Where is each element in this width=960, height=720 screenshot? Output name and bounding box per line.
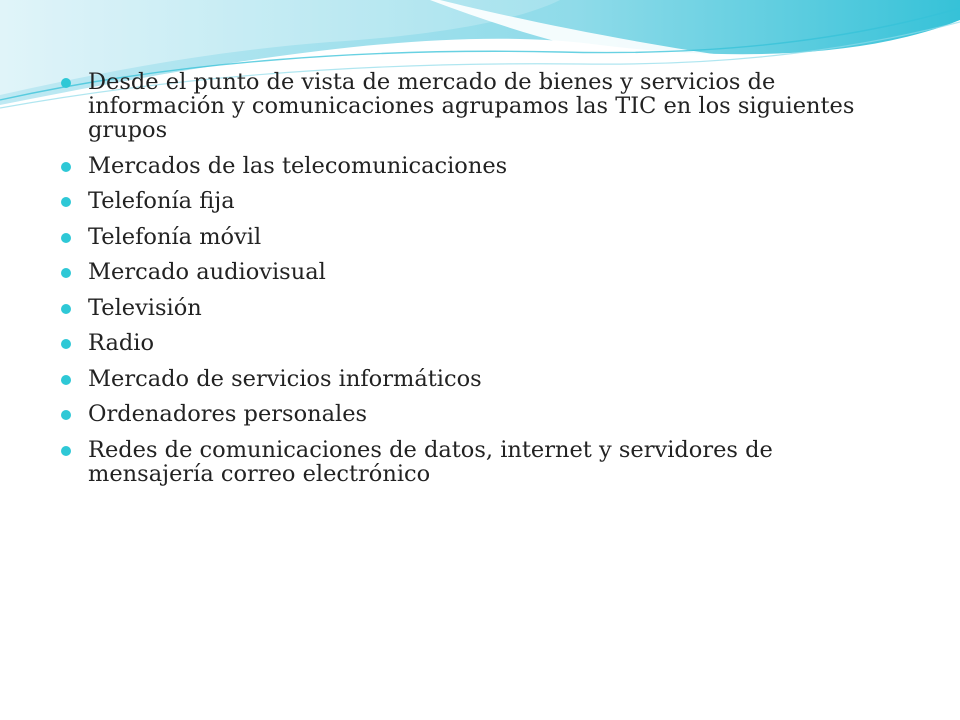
bullet-dot-icon: [61, 446, 71, 456]
bullet-item: [60, 438, 860, 486]
bullet-dot-icon: [61, 268, 71, 278]
bullet-text: Redes de comunicaciones de datos, internet y servidores de mensajería correo electrónico: [88, 436, 773, 487]
bullet-item: [60, 225, 860, 249]
bullet-item: [60, 70, 860, 142]
bullet-text: Ordenadores personales: [88, 401, 368, 427]
bullet-text: Desde el punto de vista de mercado de bienes y servicios de información y comunicaciones agrupamos las TIC en los siguientes grupos: [88, 69, 855, 143]
bullet-dot-icon: [61, 197, 71, 207]
bullet-text: Radio: [88, 330, 155, 356]
bullet-text: Televisión: [88, 294, 202, 321]
bullet-dot-icon: [61, 339, 71, 349]
slide-content: [60, 70, 860, 497]
bullet-item: [60, 367, 860, 391]
bullet-text: Mercados de las telecomunicaciones: [88, 152, 508, 179]
bullet-dot-icon: [61, 162, 71, 172]
bullet-list: [60, 70, 860, 486]
bullet-item: [60, 189, 860, 213]
bullet-item: [60, 296, 860, 320]
bullet-dot-icon: [61, 78, 71, 88]
bullet-dot-icon: [61, 233, 71, 243]
bullet-item: [60, 154, 860, 178]
bullet-item: [60, 331, 860, 355]
bullet-dot-icon: [61, 410, 71, 420]
bullet-item: [60, 260, 860, 284]
bullet-text: Telefonía fija: [88, 188, 235, 214]
bullet-text: Mercado de servicios informáticos: [88, 365, 482, 392]
bullet-dot-icon: [61, 304, 71, 314]
bullet-text: Mercado audiovisual: [88, 259, 326, 285]
bullet-text: Telefonía móvil: [88, 223, 262, 250]
bullet-item: [60, 402, 860, 426]
bullet-dot-icon: [61, 375, 71, 385]
